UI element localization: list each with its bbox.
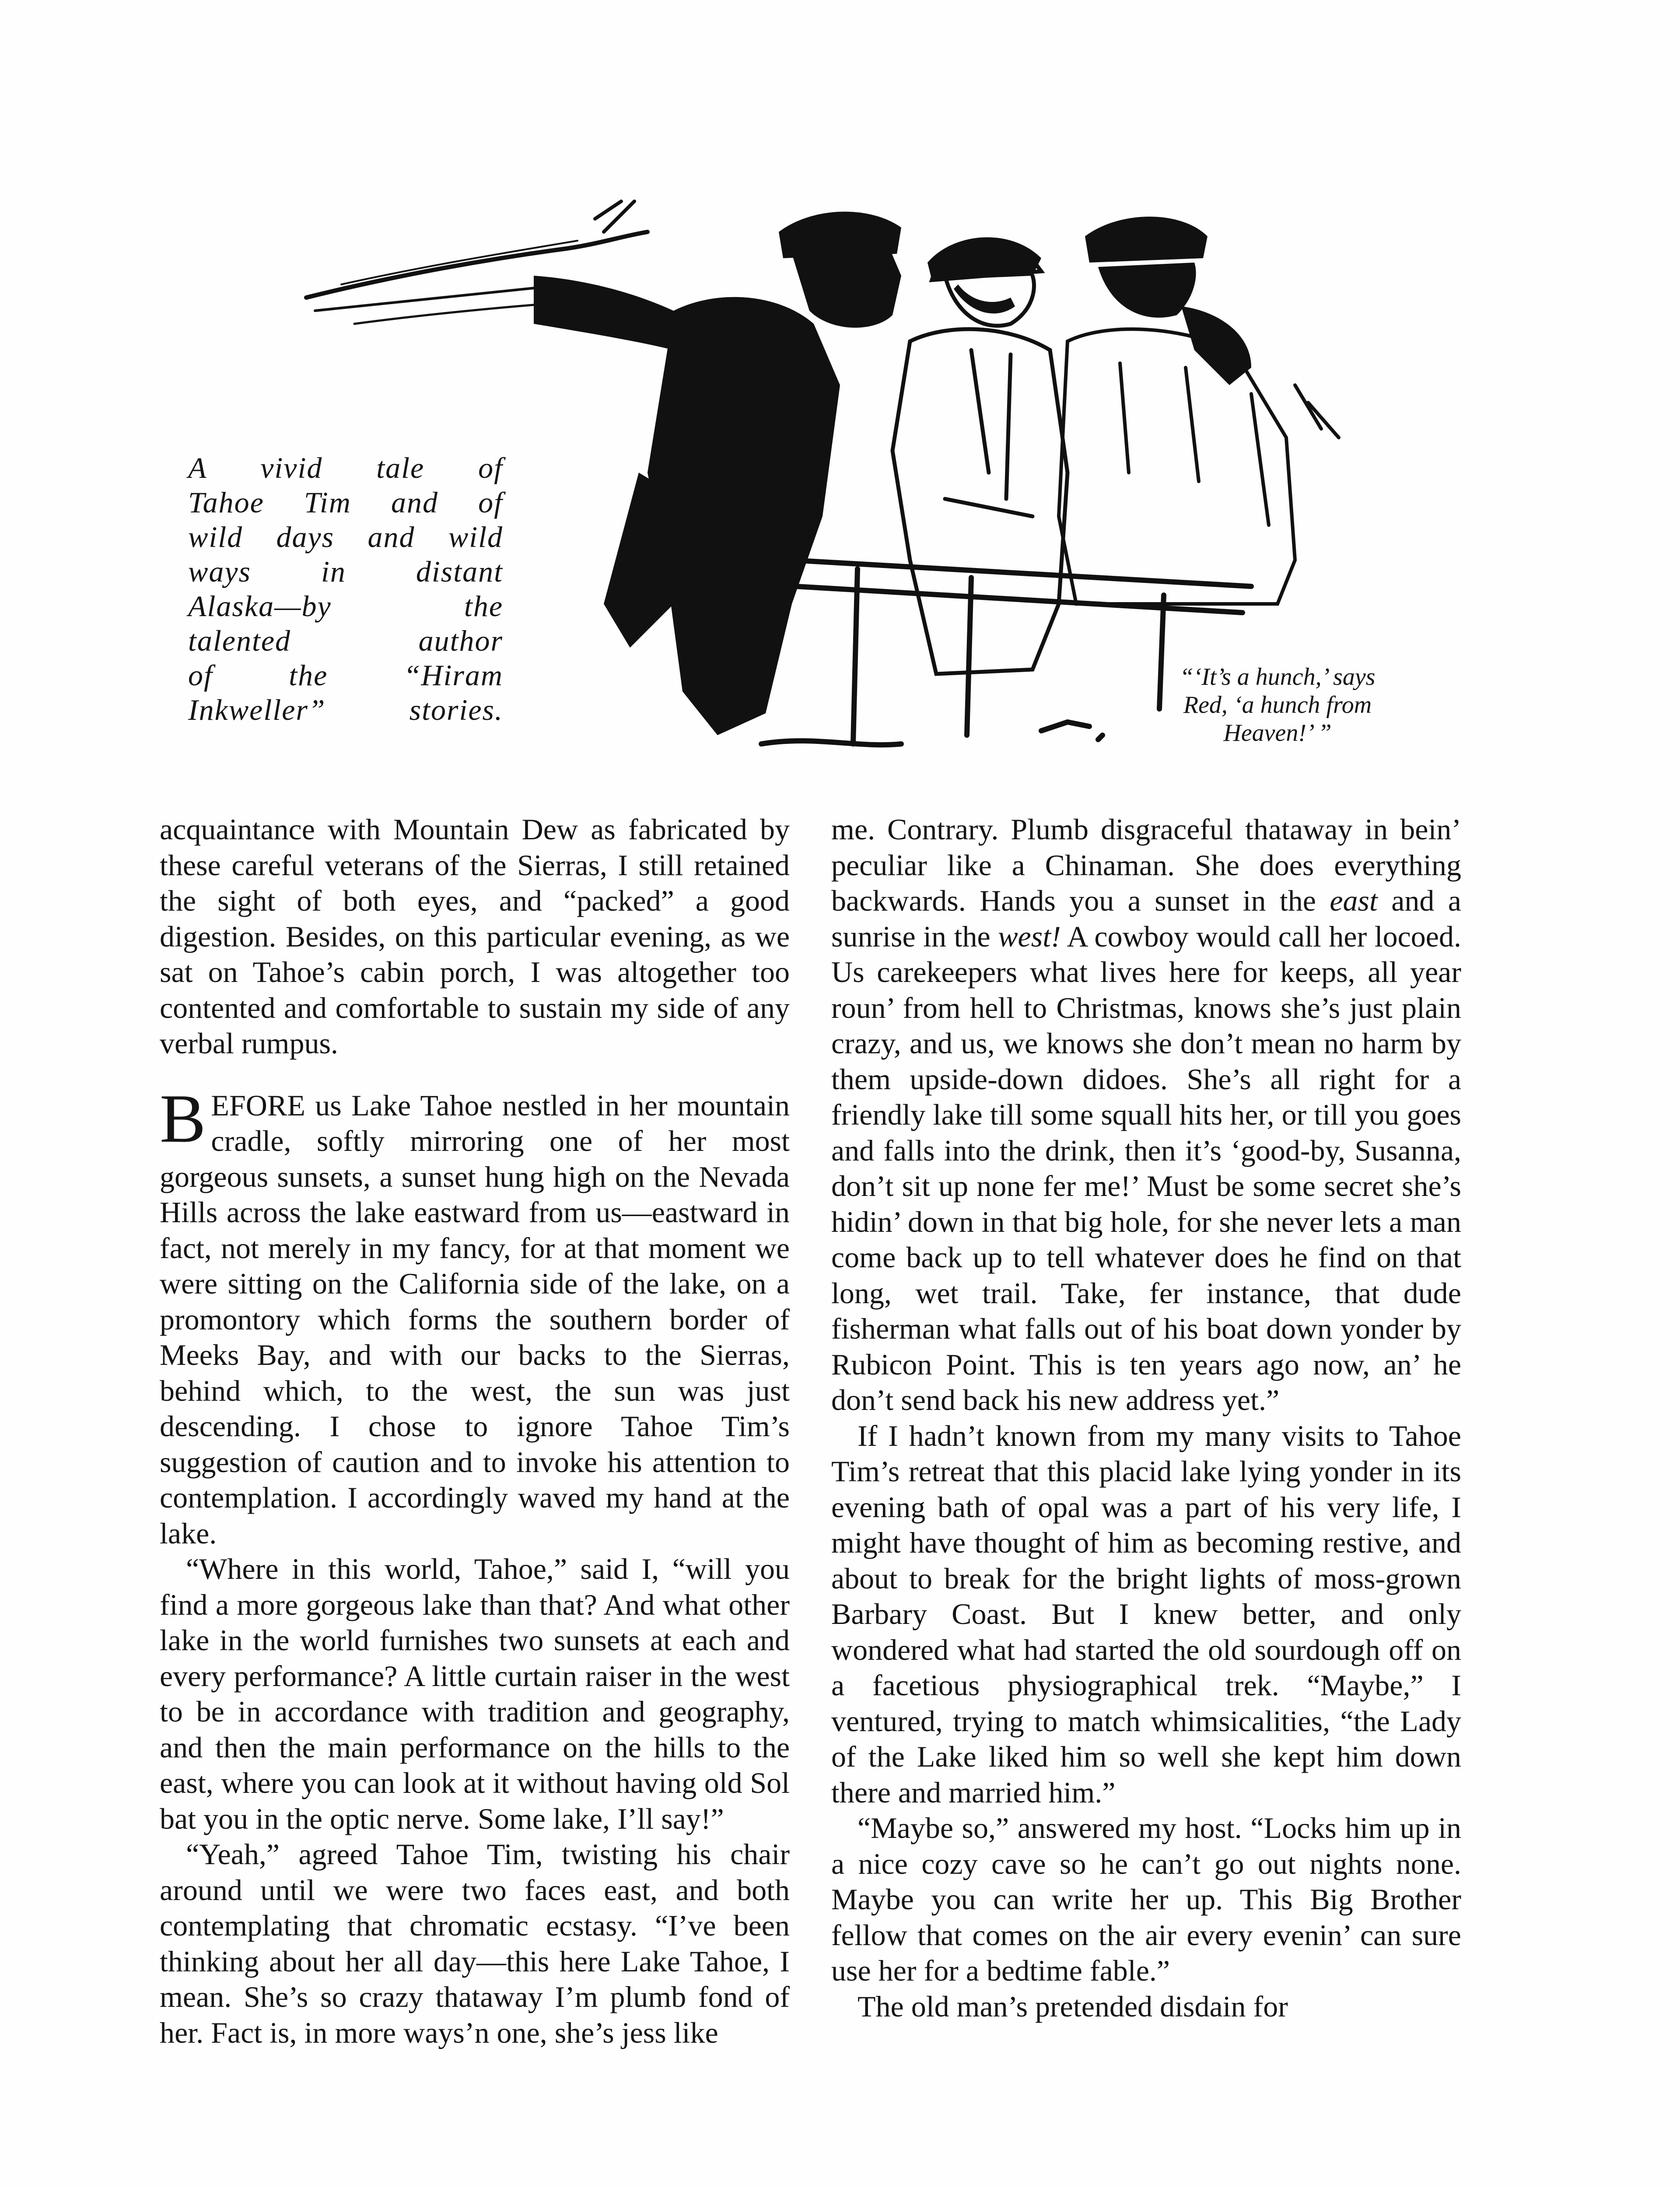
text-column-left — [160, 812, 790, 2051]
emphasis: east — [1330, 884, 1378, 917]
paragraph: “Where in this world, Tahoe,” said I, “will you find a more gorgeous lake than that? And what other lake in the world furnishes two sunsets at each and every performance? A little curtain raiser in the west to be in accordance with tradition and geography, and then the main performance on the hills to the east, where you can look at it without having old Sol bat you in the optic nerve. Some lake, I’ll say!” — [160, 1552, 790, 1835]
drop-cap: B — [160, 1080, 206, 1157]
paragraph: If I hadn’t known from my many visits to Tahoe Tim’s retreat that this placid lake lying yonder in its evening bath of opal was a part of his very life, I might have thought of him as becoming restive, and about to break for the bright lights of moss-grown Barbary Coast. But I knew better, and only wondered what had started the old sourdough off on a facetious physiographical trek. “Maybe,” I ventured, trying to match whimsicalities, “the Lady of the Lake liked him so well she kept him down there and married him.” — [831, 1419, 1461, 1809]
paragraph-text: A cowboy would call her locoed. Us carekeepers what lives here for keeps, all year roun’ from hell to Christmas, knows she’s just plain crazy, and us, we knows she don’t mean no harm by them upside-down didoes. She’s all right for a friendly lake till some squall hits her, or till you goes and falls into the drink, then it’s ‘good-by, Susanna, don’t sit up none fer me!’ Must be some secret she’s hidin’ down in that big hole, for she never lets a man come back up to tell whatever does he find on that long, wet trail. Take, fer instance, that dude fisherman what falls out of his boat down yonder by Rubicon Point. This is ten years ago now, an’ he don’t send back his new address yet.” — [831, 919, 1461, 1417]
paragraph — [831, 812, 1461, 1418]
text-column-right — [831, 812, 1461, 2024]
paragraph: “Yeah,” agreed Tahoe Tim, twisting his chair around until we were two faces east, and both contemplating that chromatic ecstasy. “I’ve been thinking about her all day—this here Lake Tahoe, I mean. She’s so crazy thataway I’m plumb fond of her. Fact is, in more ways’n one, she’s jess like — [160, 1837, 790, 2049]
paragraph-text: and a sunrise in the — [831, 884, 1461, 953]
paragraph: “Maybe so,” answered my host. “Locks him up in a nice cozy cave so he can’t go out nights none. Maybe you can write her up. This Big Brother fellow that comes on the air every evenin’ can sure use her for a bedtime fable.” — [831, 1811, 1461, 1987]
emphasis: west! — [998, 919, 1061, 953]
paragraph-dropcap — [160, 1080, 790, 1552]
paragraph-text: me. Contrary. Plumb disgraceful thataway in bein’ peculiar like a Chinaman. She does everything backwards. Hands you a sunset in the — [831, 813, 1461, 917]
story-blurb: A vivid tale of Tahoe Tim and of wild days and wild ways in distant Alaska—by the talented author of the “Hiram Inkweller” stories. — [188, 451, 503, 726]
paragraph: The old man’s pretended disdain for — [858, 1989, 1288, 2023]
paragraph: acquaintance with Mountain Dew as fabricated by these careful veterans of the Sierras, I still retained the sight of both eyes, and “packed” a good digestion. Besides, on this particular evening, as we sat on Tahoe’s cabin porch, I was altogether too contented and comfortable to sustain my side of any verbal rumpus. — [160, 813, 790, 1060]
illustration-caption: “‘It’s a hunch,’ says Red, ‘a hunch from Heaven!’ ” — [1180, 663, 1376, 747]
paragraph-text: EFORE us Lake Tahoe nestled in her mountain cradle, softly mirroring one of her most gorgeous sunsets, a sunset hung high on the Nevada Hills across the lake eastward from us—eastward in fact, not merely in my fancy, for at that moment we were sitting on the California side of the lake, on a promontory which forms the southern border of Meeks Bay, and with our backs to the Sierras, behind which, to the west, the sun was just descending. I chose to ignore Tahoe Tim’s suggestion of caution and to invoke his attention to contemplation. I accordingly waved my hand at the lake. — [160, 1088, 790, 1550]
